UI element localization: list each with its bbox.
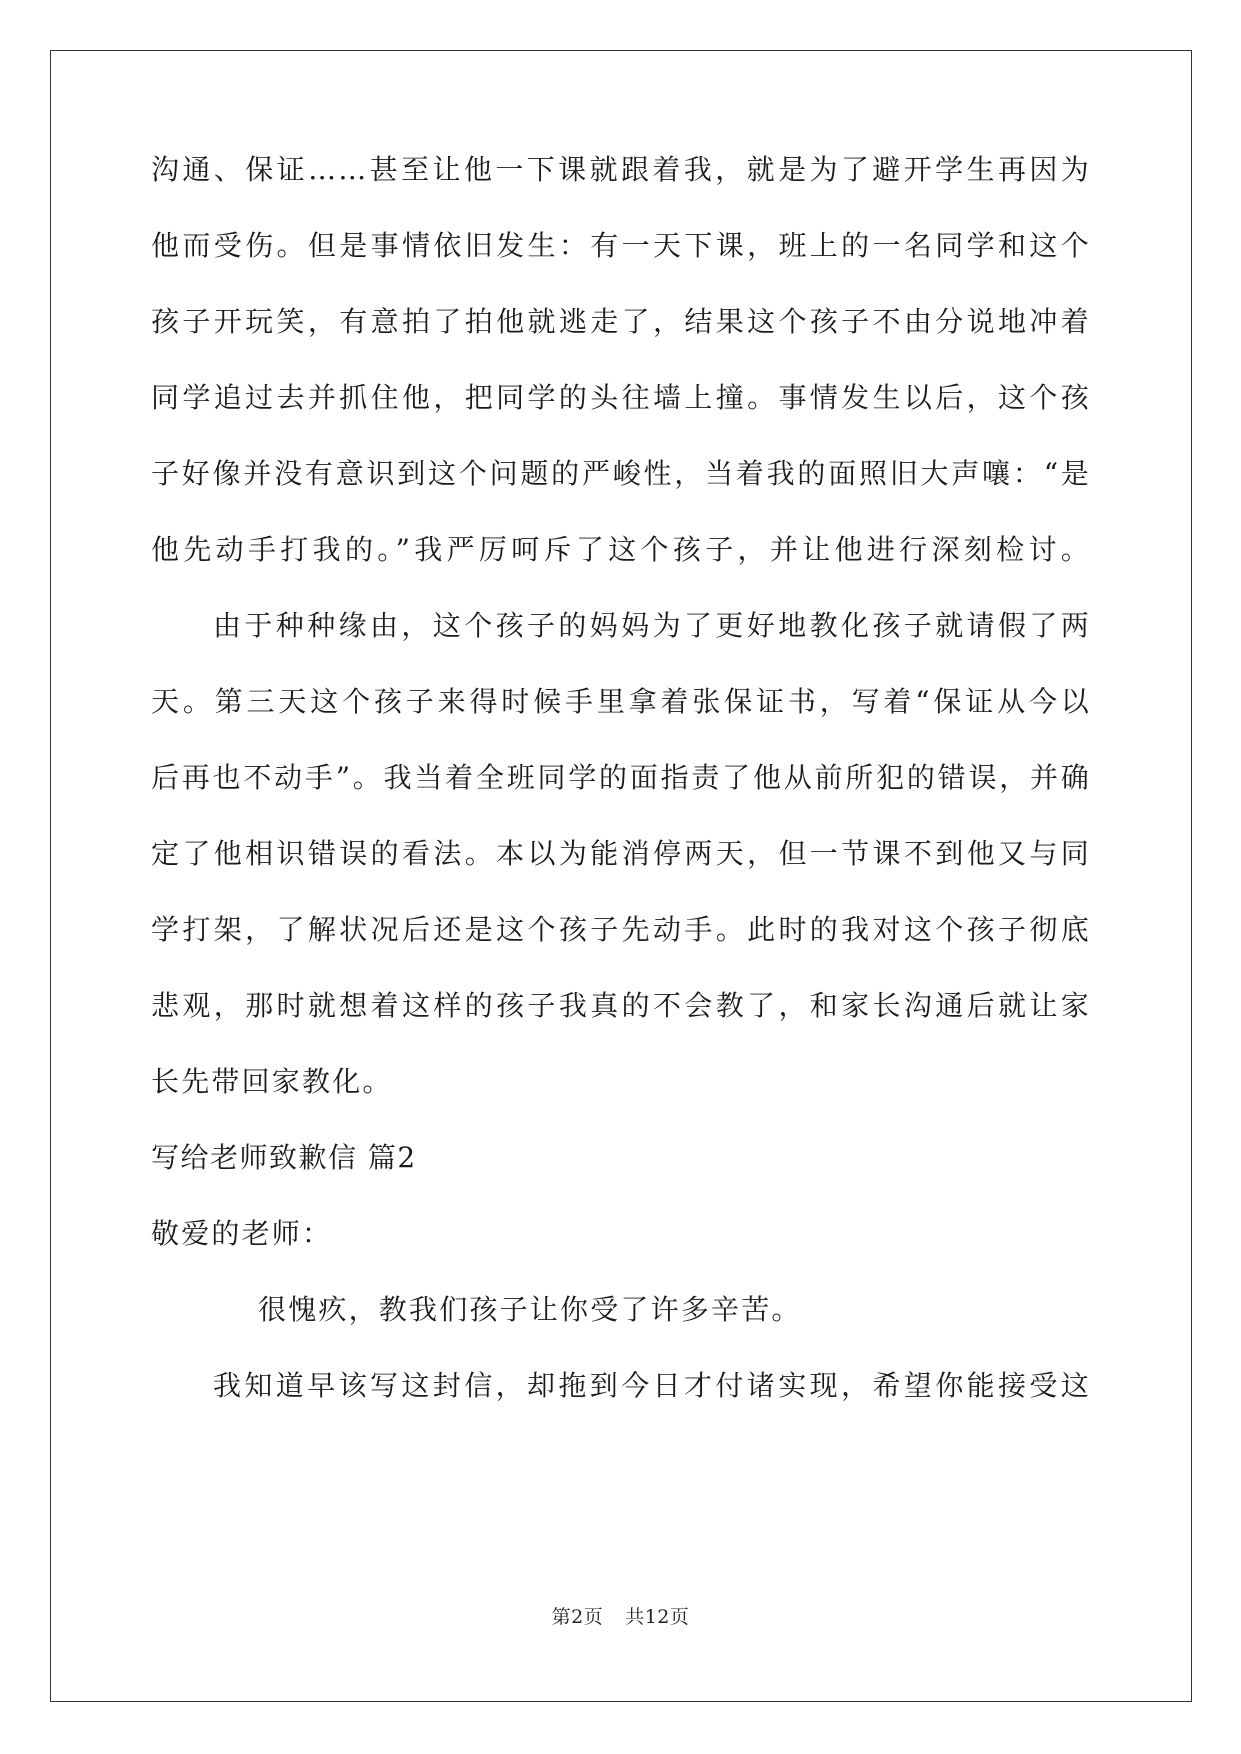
body-line: 由于种种缘由，这个孩子的妈妈为了更好地教化孩子就请假了两 — [213, 609, 1091, 642]
body-line: 长先带回家教化。 — [151, 1065, 393, 1098]
body-line: 我知道早该写这封信，却拖到今日才付诸实现，希望你能接受这 — [213, 1369, 1091, 1402]
section-heading: 写给老师致歉信 篇2 — [151, 1141, 417, 1174]
body-line: 孩子开玩笑，有意拍了拍他就逃走了，结果这个孩子不由分说地冲着 — [151, 305, 1091, 338]
body-line: 定了他相识错误的看法。本以为能消停两天，但一节课不到他又与同 — [151, 837, 1091, 870]
body-line: 子好像并没有意识到这个问题的严峻性，当着我的面照旧大声嚷：“是 — [151, 457, 1091, 490]
page-footer — [0, 1602, 1241, 1629]
body-line: 很愧疚，教我们孩子让你受了许多辛苦。 — [258, 1293, 802, 1326]
body-line: 后再也不动手”。我当着全班同学的面指责了他从前所犯的错误，并确 — [151, 761, 1091, 794]
body-line: 悲观，那时就想着这样的孩子我真的不会教了，和家长沟通后就让家 — [151, 989, 1091, 1022]
body-line: 沟通、保证……甚至让他一下课就跟着我，就是为了避开学生再因为 — [151, 153, 1091, 186]
body-line: 同学追过去并抓住他，把同学的头往墙上撞。事情发生以后，这个孩 — [151, 381, 1091, 414]
page-total: 共12页 — [625, 1606, 690, 1628]
salutation: 敬爱的老师： — [151, 1217, 333, 1250]
body-line: 学打架，了解状况后还是这个孩子先动手。此时的我对这个孩子彻底 — [151, 913, 1091, 946]
body-line: 他先动手打我的。”我严厉呵斥了这个孩子，并让他进行深刻检讨。 — [151, 533, 1091, 566]
body-line: 天。第三天这个孩子来得时候手里拿着张保证书，写着“保证从今以 — [151, 685, 1091, 718]
body-line: 他而受伤。但是事情依旧发生：有一天下课，班上的一名同学和这个 — [151, 229, 1091, 262]
page-number: 第2页 — [551, 1606, 604, 1628]
